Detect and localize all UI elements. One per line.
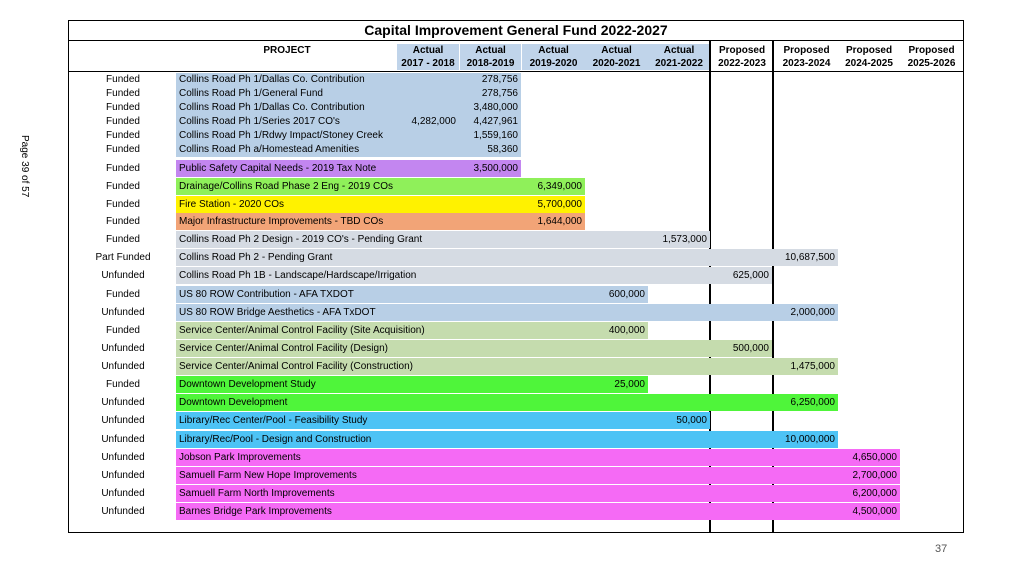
header-col-type: Proposed (845, 45, 893, 56)
header-divider (69, 71, 963, 72)
project-name: Service Center/Animal Control Facility (Design) (179, 343, 388, 354)
funding-status: Unfunded (101, 307, 145, 318)
amount-cell: 4,500,000 (852, 506, 897, 517)
funding-status: Funded (106, 163, 140, 174)
header-col-year: 2023-2024 (782, 58, 831, 69)
header-col-1 (397, 44, 459, 70)
header-col-4 (585, 44, 648, 70)
funding-status: Funded (106, 130, 140, 141)
header-col-type: Actual (663, 45, 695, 56)
amount-cell: 58,360 (487, 144, 518, 155)
funding-status: Unfunded (101, 415, 145, 426)
project-name: Drainage/Collins Road Phase 2 Eng - 2019 COs (179, 181, 394, 192)
header-col-6 (712, 44, 772, 70)
project-name: Samuell Farm North Improvements (179, 488, 335, 499)
amount-cell: 3,500,000 (473, 163, 518, 174)
amount-cell: 50,000 (676, 415, 707, 426)
funding-status: Unfunded (101, 397, 145, 408)
funding-status: Funded (106, 199, 140, 210)
amount-cell: 600,000 (608, 289, 645, 300)
amount-cell: 3,480,000 (473, 102, 518, 113)
funding-status: Funded (106, 379, 140, 390)
header-col-type: Actual (412, 45, 444, 56)
project-name: Collins Road Ph 2 - Pending Grant (179, 252, 333, 263)
project-name: Barnes Bridge Park Improvements (179, 506, 332, 517)
project-name: Collins Road Ph 2 Design - 2019 CO's - Pending Grant (179, 234, 423, 245)
amount-cell: 10,687,500 (784, 252, 835, 263)
amount-cell: 2,700,000 (852, 470, 897, 481)
funding-status: Unfunded (101, 488, 145, 499)
amount-cell: 2,000,000 (790, 307, 835, 318)
amount-cell: 6,250,000 (790, 397, 835, 408)
header-col-8 (838, 44, 900, 70)
amount-cell: 1,573,000 (662, 234, 707, 245)
project-name: Collins Road Ph 1/Dallas Co. Contribution (179, 74, 365, 85)
project-name: Major Infrastructure Improvements - TBD COs (179, 216, 384, 227)
funding-status: Funded (106, 144, 140, 155)
amount-cell: 1,644,000 (537, 216, 582, 227)
project-name: Downtown Development Study (179, 379, 316, 390)
project-name: Library/Rec Center/Pool - Feasibility Study (179, 415, 368, 426)
amount-cell: 4,427,961 (473, 116, 518, 127)
header-col-type: Actual (538, 45, 569, 56)
project-name: Library/Rec/Pool - Design and Construction (179, 434, 372, 445)
table-title: Capital Improvement General Fund 2022-2027 (68, 20, 964, 41)
project-name: US 80 ROW Contribution - AFA TXDOT (179, 289, 354, 300)
header-col-type: Proposed (718, 45, 766, 56)
amount-cell: 1,559,160 (473, 130, 518, 141)
funding-status: Part Funded (95, 252, 151, 263)
project-name: Collins Road Ph 1/Dallas Co. Contribution (179, 102, 365, 113)
header-col-type: Proposed (908, 45, 955, 56)
project-name: Collins Road Ph a/Homestead Amenities (179, 144, 360, 155)
header-col-year: 2017 - 2018 (401, 58, 455, 69)
project-name: Service Center/Animal Control Facility (Site Acquisition) (179, 325, 425, 336)
header-col-3 (522, 44, 585, 70)
page-side-label: Page 39 of 57 (19, 135, 30, 198)
header-col-type: Proposed (783, 45, 830, 56)
funding-status: Unfunded (101, 343, 145, 354)
amount-cell: 278,756 (481, 88, 518, 99)
project-name: Collins Road Ph 1/Series 2017 CO's (179, 116, 340, 127)
header-col-5 (648, 44, 710, 70)
funding-status: Unfunded (101, 361, 145, 372)
funding-status: Unfunded (101, 434, 145, 445)
amount-cell: 500,000 (732, 343, 769, 354)
amount-cell: 6,349,000 (537, 181, 582, 192)
amount-cell: 278,756 (481, 74, 518, 85)
amount-cell: 400,000 (608, 325, 645, 336)
header-col-9 (901, 44, 962, 70)
funding-status: Funded (106, 325, 140, 336)
header-col-type: Actual (475, 45, 506, 56)
amount-cell: 4,650,000 (852, 452, 897, 463)
funding-status: Funded (106, 181, 140, 192)
header-col-year: 2022-2023 (718, 58, 766, 69)
header-project: PROJECT (263, 45, 311, 56)
funding-status: Funded (106, 216, 140, 227)
amount-cell: 6,200,000 (852, 488, 897, 499)
project-name: Public Safety Capital Needs - 2019 Tax Note (179, 163, 377, 174)
project-name: Samuell Farm New Hope Improvements (179, 470, 357, 481)
amount-cell: 4,282,000 (411, 116, 456, 127)
header-col-type: Actual (601, 45, 632, 56)
funding-status: Funded (106, 102, 140, 113)
amount-cell: 625,000 (732, 270, 769, 281)
project-name: Collins Road Ph 1/Rdwy Impact/Stoney Creek (179, 130, 383, 141)
project-name: US 80 ROW Bridge Aesthetics - AFA TxDOT (179, 307, 376, 318)
header-col-2 (460, 44, 521, 70)
project-name: Collins Road Ph 1B - Landscape/Hardscape/Irrigation (179, 270, 417, 281)
header-col-year: 2019-2020 (529, 58, 578, 69)
project-name: Fire Station - 2020 COs (179, 199, 285, 210)
project-name: Service Center/Animal Control Facility (Construction) (179, 361, 413, 372)
funding-status: Unfunded (101, 270, 145, 281)
amount-cell: 1,475,000 (790, 361, 835, 372)
project-name: Downtown Development (179, 397, 288, 408)
amount-cell: 10,000,000 (784, 434, 835, 445)
page-number: 37 (935, 543, 948, 555)
header-col-year: 2024-2025 (845, 58, 893, 69)
funding-status: Unfunded (101, 470, 145, 481)
header-col-year: 2018-2019 (466, 58, 515, 69)
header-col-year: 2025-2026 (907, 58, 956, 69)
project-name: Collins Road Ph 1/General Fund (179, 88, 323, 99)
funding-status: Funded (106, 289, 140, 300)
header-col-year: 2021-2022 (655, 58, 703, 69)
header-col-7 (775, 44, 838, 70)
funding-status: Unfunded (101, 452, 145, 463)
funding-status: Funded (106, 74, 140, 85)
funding-status: Funded (106, 234, 140, 245)
funding-status: Funded (106, 116, 140, 127)
project-name: Jobson Park Improvements (179, 452, 301, 463)
amount-cell: 5,700,000 (537, 199, 582, 210)
amount-cell: 25,000 (614, 379, 645, 390)
header-col-year: 2020-2021 (592, 58, 641, 69)
funding-status: Funded (106, 88, 140, 99)
funding-status: Unfunded (101, 506, 145, 517)
